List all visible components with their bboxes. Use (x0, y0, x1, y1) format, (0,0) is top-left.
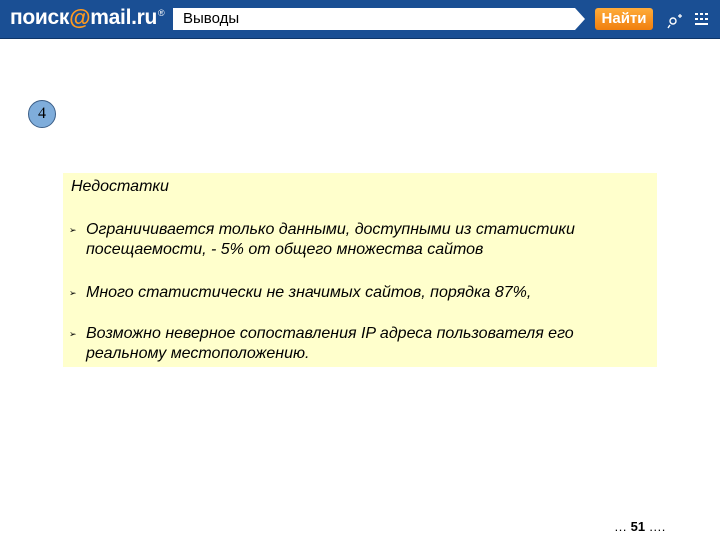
page-counter-prefix: … (614, 519, 627, 534)
list-item-text: Возможно неверное сопоставления IP адреса пользователя его реальному местоположению. (86, 325, 574, 362)
logo-text-left: поиск (10, 6, 70, 29)
find-button[interactable]: Найти (595, 8, 653, 30)
logo-at-symbol: @ (69, 5, 91, 30)
search-mail-ru-logo[interactable] (10, 5, 164, 31)
page-counter (614, 519, 665, 534)
voice-search-icon[interactable] (667, 11, 685, 29)
search-header-bar (0, 0, 720, 39)
list-item-text: Ограничивается только данными, доступными из статистики посещаемости, - 5% от общего множества сайтов (86, 221, 575, 258)
search-input[interactable] (173, 8, 575, 30)
page-number: 51 (630, 519, 646, 534)
bullet-arrow-icon: ➢ (69, 330, 77, 340)
box-heading: Недостатки (71, 178, 169, 195)
logo-registered-mark: ® (158, 8, 165, 18)
bullet-arrow-icon: ➢ (69, 226, 77, 236)
list-item-text: Много статистически не значимых сайтов, порядка 87%, (86, 284, 532, 301)
page-counter-suffix: …. (648, 519, 666, 534)
search-box (173, 8, 585, 30)
logo-text-right: mail.ru (90, 6, 158, 29)
bullet-arrow-icon: ➢ (69, 289, 77, 299)
keyboard-icon[interactable] (694, 11, 710, 27)
slide-number-badge: 4 (28, 100, 56, 128)
search-field-arrow (575, 8, 585, 30)
disadvantages-box (63, 173, 657, 367)
